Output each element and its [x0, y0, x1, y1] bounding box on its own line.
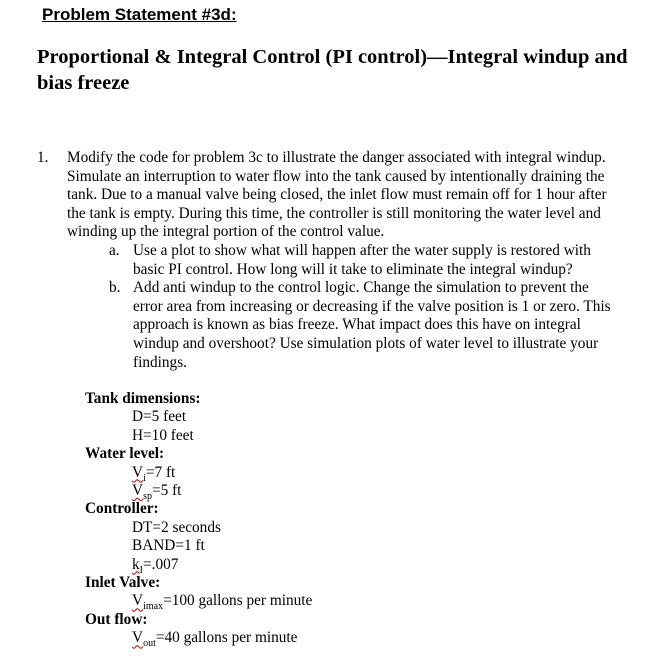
controller-dt: DT=2 seconds [132, 518, 221, 536]
subitem-text: Use a plot to show what will happen after the water supply is restored with basic PI control. How long will it take to eliminate the integral windup? [133, 241, 591, 278]
controller-ki [132, 556, 312, 574]
inlet-valve-heading: Inlet Valve: [85, 574, 161, 592]
tank-height: H=10 feet [132, 426, 194, 444]
ki-value: =.007 [143, 555, 179, 573]
setpoint-level [132, 482, 312, 503]
vi-subscript: i [143, 472, 146, 484]
inlet-flow [132, 592, 313, 613]
vout-value: =40 gallons per minute [155, 629, 298, 647]
subitem-text: Add anti windup to the control logic. Change the simulation to prevent the error area from increasing or decreasing if the valve position is 1 or zero. This approach is known as bias freeze. What impact does this have on integral windup and overshoot? Use simulation plots of water level to illustrate your findings. [133, 279, 611, 371]
vsp-subscript: sp [143, 491, 152, 503]
ki-symbol: k [132, 555, 140, 573]
initial-level [132, 464, 312, 482]
vimax-value: =100 gallons per minute [163, 592, 313, 610]
vi-value: =7 ft [145, 463, 176, 481]
vimax-subscript: imax [143, 601, 164, 613]
problem-statement-header: Problem Statement #3d: [42, 5, 237, 24]
out-flow [132, 629, 312, 650]
parameters-section [85, 390, 312, 648]
problem-subitems [37, 242, 627, 372]
problem-text: Modify the code for problem 3c to illustrate the danger associated with integral windup. Simulate an interruption to water flow into the tank caused by intentionally draining the tank. Due to a manual valve being closed, the inlet flow must remain off for 1 hour after the tank is empty. During this time, the controller is still monitoring the water level and winding up the integral portion of the control value. [67, 149, 607, 241]
vi-symbol: V [132, 463, 144, 481]
tank-diameter: D=5 feet [132, 408, 187, 426]
tank-dimensions-heading: Tank dimensions: [85, 390, 201, 407]
out-flow-heading: Out flow: [85, 610, 148, 628]
vsp-value: =5 ft [151, 482, 182, 500]
subitem-letter: b. [109, 279, 121, 297]
subitem-b [109, 279, 621, 372]
vout-subscript: out [143, 638, 156, 650]
document-title: Proportional & Integral Control (PI control)—Integral windup and bias freeze [37, 46, 628, 94]
vout-symbol: V [132, 629, 144, 647]
controller-heading: Controller: [85, 500, 159, 518]
ki-subscript: I [139, 564, 143, 576]
problem-item-1 [37, 149, 627, 372]
water-level-heading: Water level: [85, 445, 165, 463]
subitem-a [109, 241, 621, 279]
controller-band: BAND=1 ft [132, 537, 205, 555]
vimax-symbol: V [132, 592, 144, 610]
subitem-letter: a. [109, 241, 120, 259]
vsp-symbol: V [132, 482, 144, 500]
problem-number: 1. [37, 149, 49, 166]
